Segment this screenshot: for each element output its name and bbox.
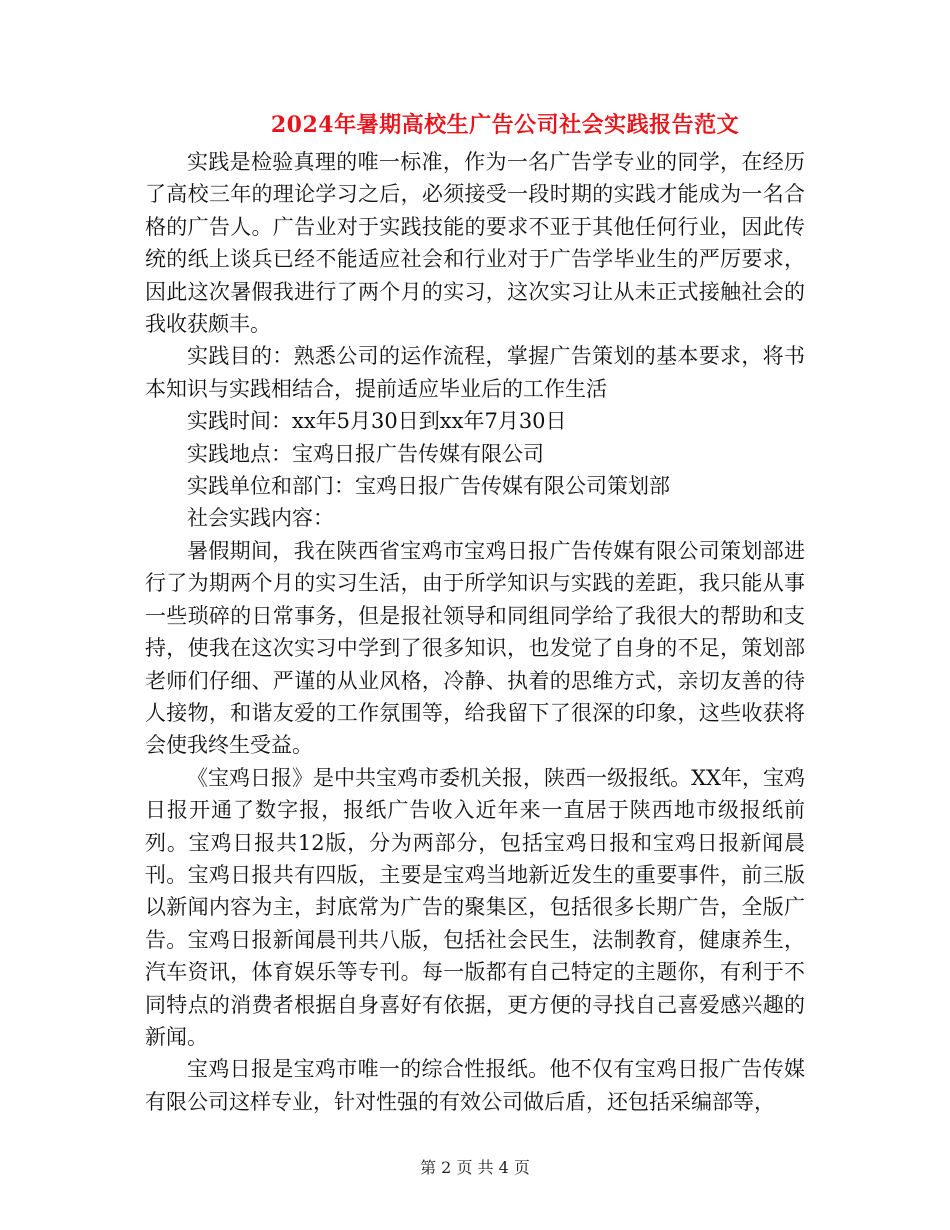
paragraph-content-heading: 社会实践内容： [187, 506, 334, 531]
paragraph-location: 实践地点：宝鸡日报广告传媒有限公司 [187, 441, 544, 466]
paragraph-newspaper-intro: 《宝鸡日报》是中共宝鸡市委机关报，陕西一级报纸。XX年，宝鸡日报开通了数字报，报纸广告收入近年来一直居于陕西地市级报纸前列。宝鸡日报共12版，分为两部分，包括宝鸡日报和宝鸡日报新闻晨刊。宝鸡日报共有四版，主要是宝鸡当地新近发生的重要事件，前三版以新闻内容为主，封底常为广告的聚集区，包括很多长期广告，全版广告。宝鸡日报新闻晨刊共八版，包括社会民生，法制教育，健康养生，汽车资讯，体育娱乐等专刊。每一版都有自己特定的主题你，有利于不同特点的消费者根据自身喜好有依据，更方便的寻找自己喜爱感兴趣的新闻。 [145, 765, 805, 1049]
paragraph-intro: 实践是检验真理的唯一标准，作为一名广告学专业的同学，在经历了高校三年的理论学习之后，必须接受一段时期的实践才能成为一名合格的广告人。广告业对于实践技能的要求不亚于其他任何行业，因此传统的纸上谈兵已经不能适应社会和行业对于广告学毕业生的严厉要求，因此这次暑假我进行了两个月的实习，这次实习让从未正式接触社会的我收获颇丰。 [145, 150, 805, 337]
document-title: 2024年暑期高校生广告公司社会实践报告范文 [270, 112, 740, 138]
paragraph-purpose: 实践目的：熟悉公司的运作流程，掌握广告策划的基本要求，将书本知识与实践相结合，提前适应毕业后的工作生活 [145, 344, 805, 401]
page-footer: 第 2 页 共 4 页 [420, 1158, 530, 1177]
paragraph-summer-internship: 暑假期间，我在陕西省宝鸡市宝鸡日报广告传媒有限公司策划部进行了为期两个月的实习生活，由于所学知识与实践的差距，我只能从事一些琐碎的日常事务，但是报社领导和同组同学给了我很大的帮助和支持，使我在这次实习中学到了很多知识，也发觉了自身的不足，策划部老师们仔细、严谨的从业风格，冷静、执着的思维方式，亲切友善的待人接物，和谐友爱的工作氛围等，给我留下了很深的印象，这些收获将会使我终生受益。 [145, 538, 805, 758]
paragraph-time: 实践时间：xx年5月30日到xx年7月30日 [187, 409, 567, 434]
paragraph-department: 实践单位和部门：宝鸡日报广告传媒有限公司策划部 [187, 474, 670, 499]
document-body [145, 146, 805, 1118]
paragraph-newspaper-unique: 宝鸡日报是宝鸡市唯一的综合性报纸。他不仅有宝鸡日报广告传媒有限公司这样专业，针对性强的有效公司做后盾，还包括采编部等， [145, 1057, 805, 1114]
